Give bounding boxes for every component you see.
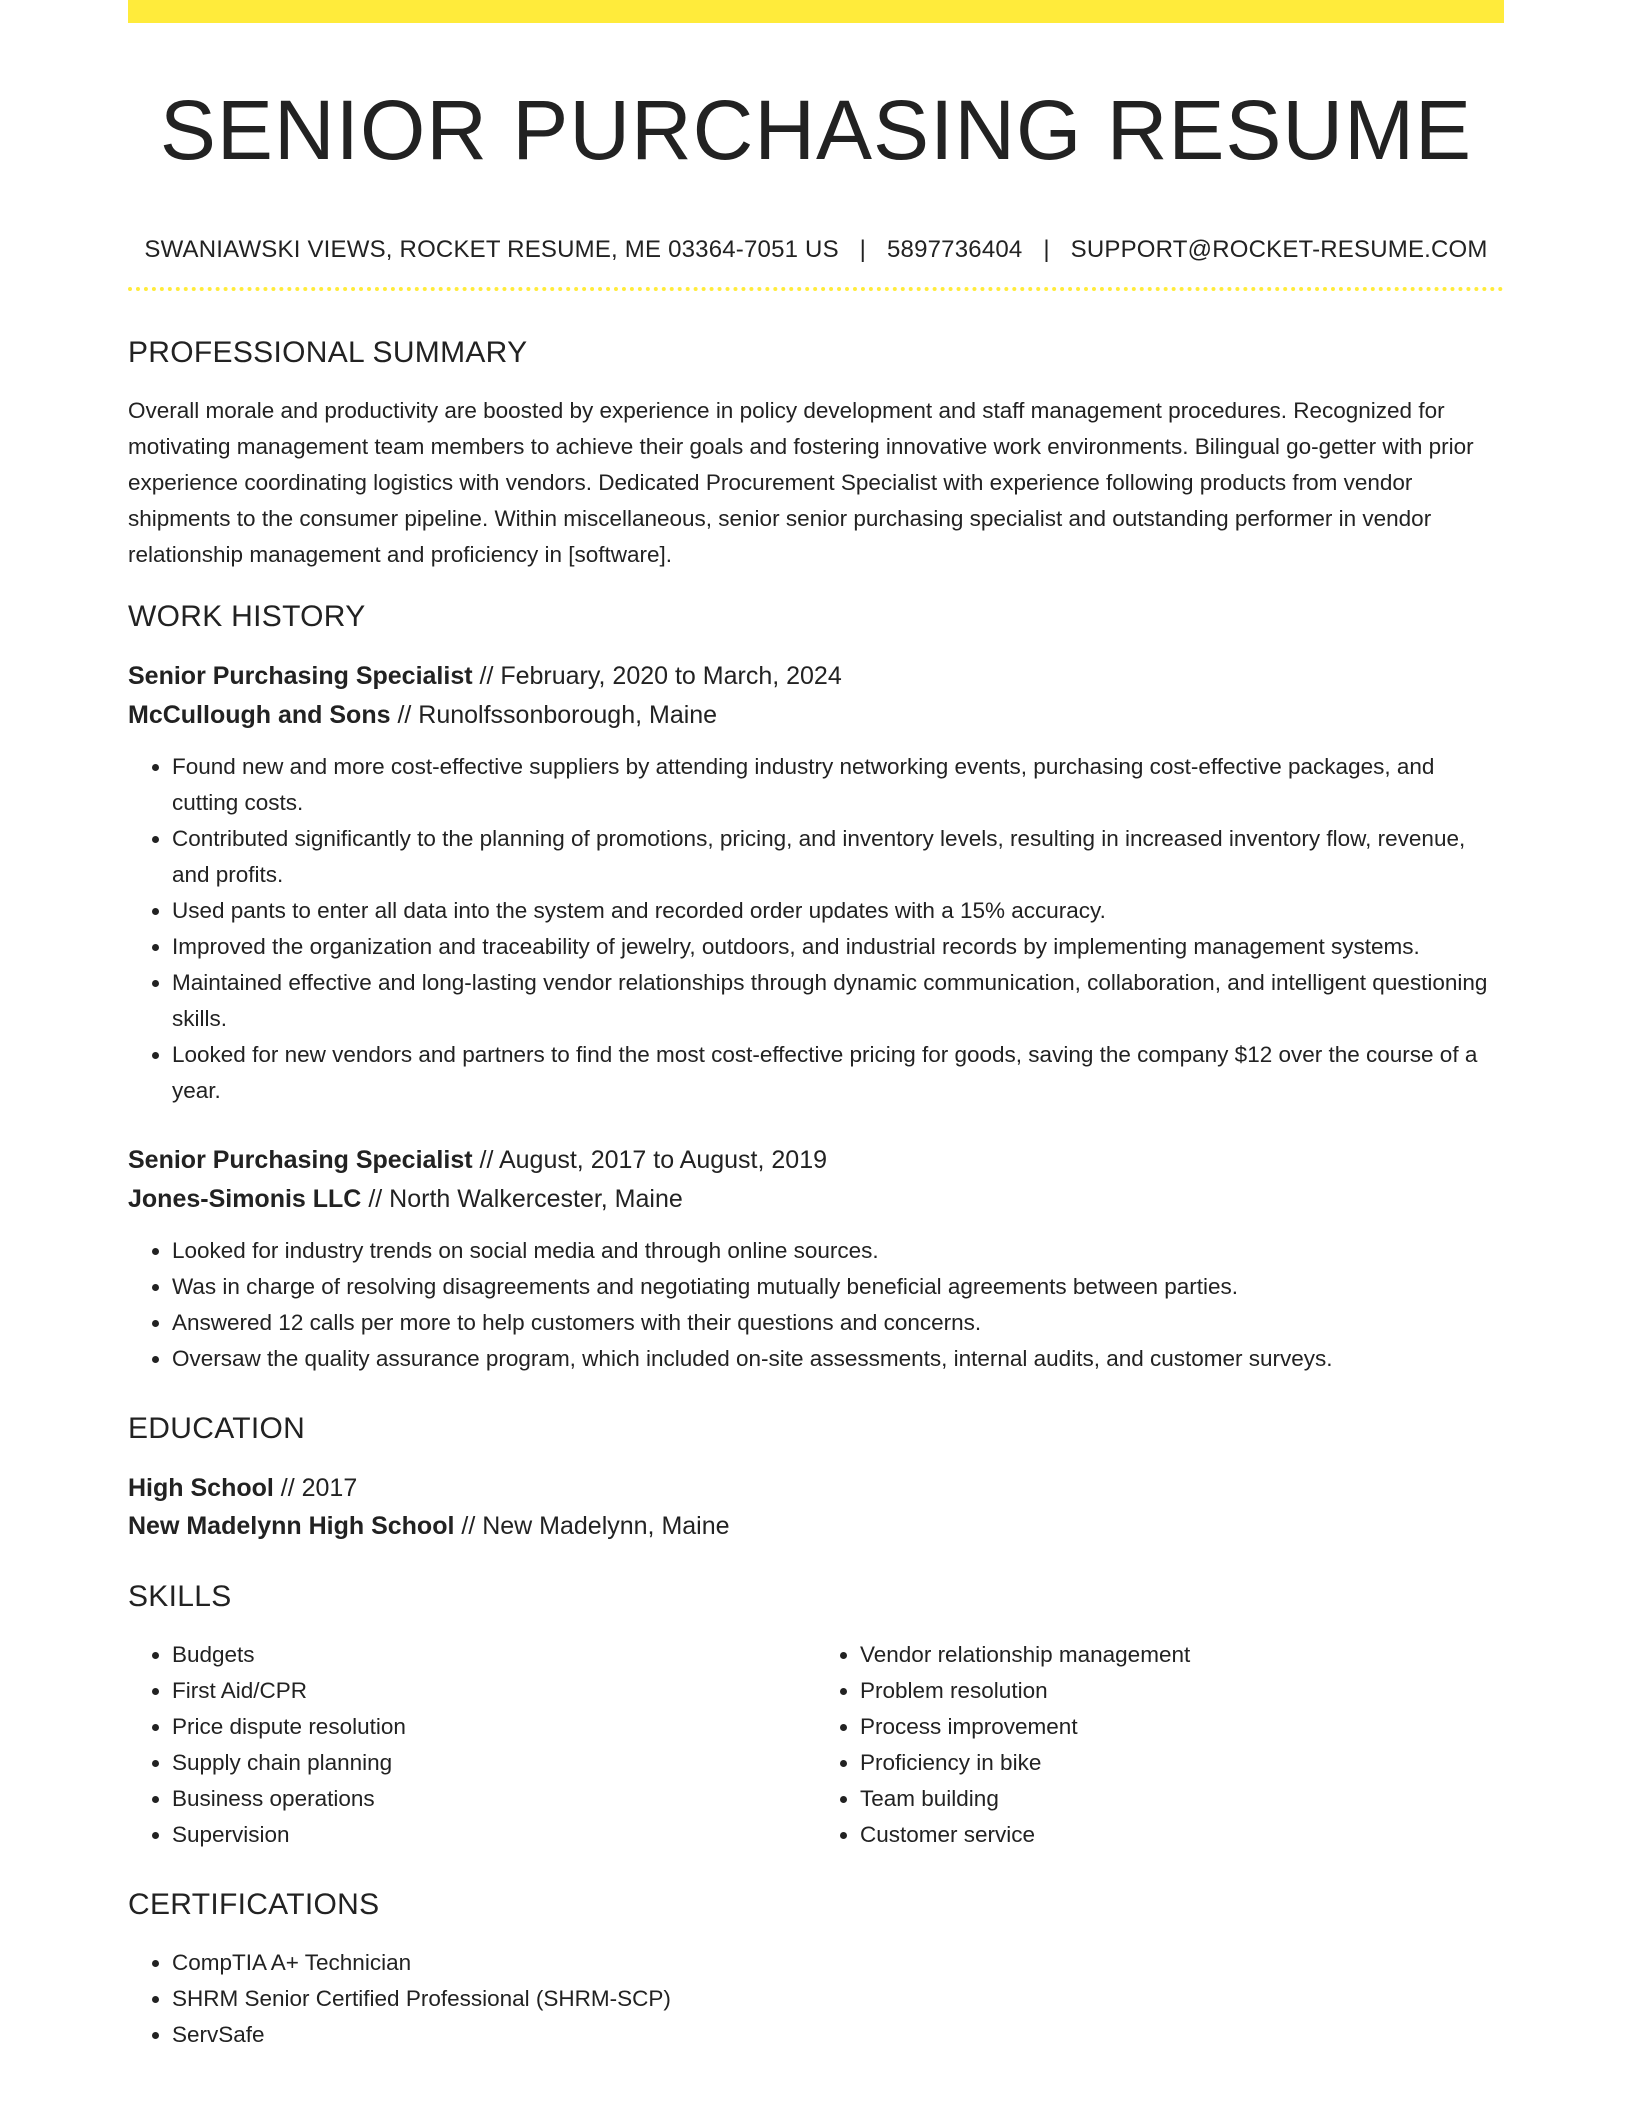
- certifications-list: [128, 1945, 1504, 2053]
- list-item: • Problem resolution: [860, 1673, 1504, 1709]
- job-location: // North Walkercester, Maine: [361, 1185, 683, 1213]
- education-degree-line: [128, 1469, 1504, 1507]
- job-entry: [128, 657, 1504, 1109]
- job-bullets: [128, 749, 1504, 1109]
- job-bullets: [128, 1233, 1504, 1377]
- skills-heading: SKILLS: [128, 1580, 232, 1613]
- list-item: • Looked for industry trends on social media and through online sources.: [172, 1233, 1504, 1269]
- list-item: • Found new and more cost-effective suppliers by attending industry networking events, purchasing cost-effective packages, and cutting costs.: [172, 749, 1504, 821]
- list-item: • Used pants to enter all data into the system and recorded order updates with a 15% accuracy.: [172, 893, 1504, 929]
- list-item: • Oversaw the quality assurance program, which included on-site assessments, internal audits, and customer surveys.: [172, 1341, 1504, 1377]
- list-item: • Looked for new vendors and partners to find the most cost-effective pricing for goods, saving the company $12 over the course of a year.: [172, 1037, 1504, 1109]
- list-item: • SHRM Senior Certified Professional (SHRM-SCP): [172, 1981, 1504, 2017]
- certifications-heading: CERTIFICATIONS: [128, 1888, 380, 1921]
- list-item: • Customer service: [860, 1817, 1504, 1853]
- contact-address: SWANIAWSKI VIEWS, ROCKET RESUME, ME 03364-7051 US: [144, 236, 839, 263]
- education-school: New Madelynn High School: [128, 1512, 455, 1540]
- dotted-divider: [128, 287, 1504, 291]
- contact-email: SUPPORT@ROCKET-RESUME.COM: [1070, 236, 1488, 263]
- summary-text: Overall morale and productivity are boosted by experience in policy development and staff management procedures. Recognized for motivating management team members to achieve their goals and fostering innovative work environments. Bilingual go-getter with prior experience coordinating logistics with vendors. Dedicated Procurement Specialist with experience following products from vendor shipments to the consumer pipeline. Within miscellaneous, senior senior purchasing specialist and outstanding performer in vendor relationship management and proficiency in [software].: [128, 398, 1474, 567]
- job-company: McCullough and Sons: [128, 701, 391, 729]
- skills-left-list: [128, 1637, 816, 1853]
- job-title: Senior Purchasing Specialist: [128, 662, 473, 690]
- list-item: • Supply chain planning: [172, 1745, 816, 1781]
- list-item: • Contributed significantly to the planning of promotions, pricing, and inventory levels, resulting in increased inventory flow, revenue, and profits.: [172, 821, 1504, 893]
- list-item: • ServSafe: [172, 2017, 1504, 2053]
- resume-title: SENIOR PURCHASING RESUME: [159, 83, 1473, 177]
- skills-right-list: [816, 1637, 1504, 1853]
- list-item: • Was in charge of resolving disagreements and negotiating mutually beneficial agreements between parties.: [172, 1269, 1504, 1305]
- contact-separator: |: [859, 236, 867, 263]
- job-company: Jones-Simonis LLC: [128, 1185, 362, 1213]
- job-dates: // August, 2017 to August, 2019: [472, 1146, 828, 1174]
- list-item: • Price dispute resolution: [172, 1709, 816, 1745]
- skills-columns: [128, 1637, 1504, 1853]
- contact-line: [128, 235, 1504, 265]
- list-item: • Vendor relationship management: [860, 1637, 1504, 1673]
- job-dates: // February, 2020 to March, 2024: [472, 662, 842, 690]
- list-item: • Process improvement: [860, 1709, 1504, 1745]
- contact-phone: 5897736404: [886, 236, 1023, 263]
- job-entry: [128, 1141, 1504, 1377]
- list-item: • Team building: [860, 1781, 1504, 1817]
- education-location: // New Madelynn, Maine: [454, 1512, 730, 1540]
- education-school-line: [128, 1507, 1504, 1545]
- job-location: // Runolfssonborough, Maine: [390, 701, 718, 729]
- job-title-line: [128, 1141, 1504, 1180]
- list-item: • Budgets: [172, 1637, 816, 1673]
- list-item: • Business operations: [172, 1781, 816, 1817]
- list-item: • Maintained effective and long-lasting vendor relationships through dynamic communication, collaboration, and intelligent questioning skills.: [172, 965, 1504, 1037]
- list-item: • Answered 12 calls per more to help customers with their questions and concerns.: [172, 1305, 1504, 1341]
- education-year: // 2017: [273, 1474, 358, 1502]
- list-item: • CompTIA A+ Technician: [172, 1945, 1504, 1981]
- summary-heading: PROFESSIONAL SUMMARY: [128, 336, 528, 369]
- work-history-heading: WORK HISTORY: [128, 600, 366, 633]
- list-item: • Proficiency in bike: [860, 1745, 1504, 1781]
- education-degree: High School: [128, 1474, 274, 1502]
- list-item: • Improved the organization and traceability of jewelry, outdoors, and industrial records by implementing management systems.: [172, 929, 1504, 965]
- resume-content: [128, 0, 1504, 2053]
- contact-separator: |: [1043, 236, 1050, 263]
- list-item: • First Aid/CPR: [172, 1673, 816, 1709]
- job-company-line: [128, 696, 1504, 735]
- job-title-line: [128, 657, 1504, 696]
- job-company-line: [128, 1180, 1504, 1219]
- list-item: • Supervision: [172, 1817, 816, 1853]
- education-heading: EDUCATION: [128, 1412, 306, 1445]
- job-title: Senior Purchasing Specialist: [128, 1146, 473, 1174]
